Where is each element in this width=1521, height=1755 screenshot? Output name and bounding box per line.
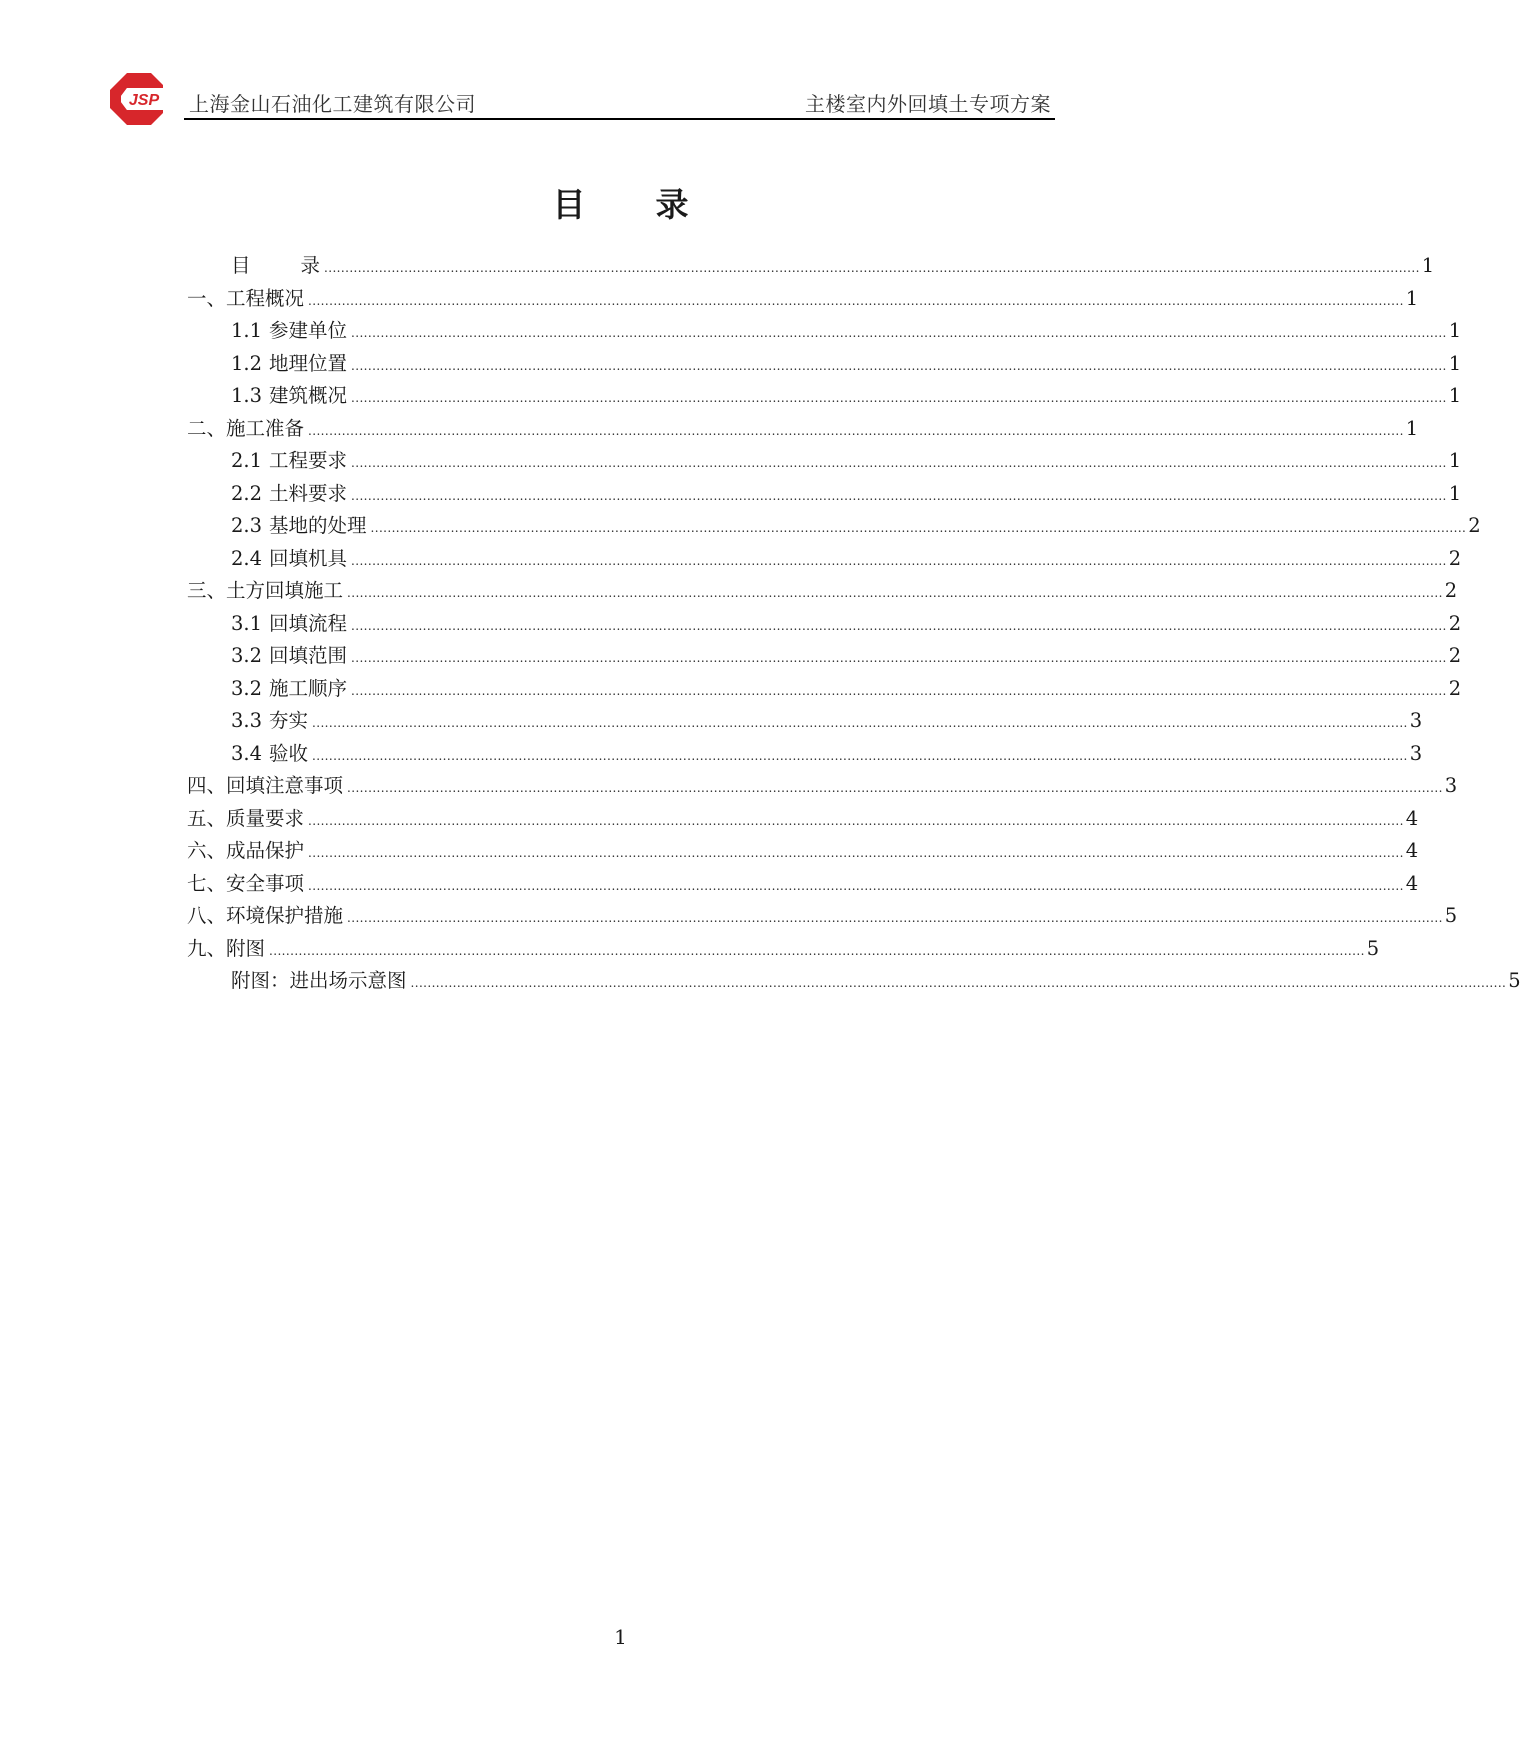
toc-entry-page: 3 <box>1444 774 1458 797</box>
toc-leader-dots: .................................................................................................................................................................................................................................................................... <box>347 586 1443 600</box>
toc-entry[interactable] <box>187 315 1462 348</box>
toc-entry-label: 工程要求 <box>269 449 348 472</box>
toc-entry-number: 2.2 <box>231 481 263 505</box>
toc-entry[interactable] <box>187 738 1423 771</box>
toc-leader-dots: .................................................................................................................................................................................................................................................................... <box>370 521 1467 535</box>
toc-entry-label: 环境保护措施 <box>226 904 344 927</box>
toc-entry-page: 1 <box>1448 481 1462 505</box>
toc-entry-page: 1 <box>1448 319 1462 342</box>
toc-entry-number: 八、 <box>187 904 227 927</box>
toc-entry-number: 二、 <box>187 416 227 440</box>
toc-entry-page: 1 <box>1405 416 1419 440</box>
toc-entry-label: 回填范围 <box>269 644 348 667</box>
toc-entry-page: 2 <box>1448 546 1462 570</box>
toc-leader-dots: .................................................................................................................................................................................................................................................................... <box>351 391 1447 405</box>
toc-entry[interactable] <box>187 965 1521 998</box>
toc-entry-page: 4 <box>1405 806 1419 830</box>
toc-entry-label: 夯实 <box>269 709 309 732</box>
toc-leader-dots: .................................................................................................................................................................................................................................................................... <box>351 488 1447 503</box>
toc-entry-number: 四、 <box>187 774 227 797</box>
svg-text:JSP: JSP <box>128 92 160 109</box>
header-rule <box>184 118 1055 120</box>
toc-entry-label: 地理位置 <box>269 351 348 375</box>
header-company-name: 上海金山石油化工建筑有限公司 <box>189 92 476 116</box>
toc-entry-page: 3 <box>1409 709 1423 732</box>
toc-entry-label: 安全事项 <box>226 871 305 895</box>
toc-entry[interactable] <box>187 673 1462 706</box>
toc-leader-dots: .................................................................................................................................................................................................................................................................... <box>308 293 1404 308</box>
toc-entry-number: 六、 <box>187 839 227 862</box>
toc-entry[interactable] <box>187 835 1419 868</box>
toc-entry-page: 4 <box>1405 839 1419 862</box>
toc-entry-label: 建筑概况 <box>269 384 348 407</box>
toc-entry-number: 1.3 <box>231 384 263 407</box>
toc-entry-number: 1.1 <box>231 319 263 342</box>
toc-entry-number: 2.4 <box>231 546 263 570</box>
toc-entry-number: 1.2 <box>231 351 263 375</box>
toc-entry-number: 七、 <box>187 871 227 895</box>
toc-entry-label: 土方回填施工 <box>226 579 344 602</box>
toc-entry-number: 九、 <box>187 936 227 960</box>
toc-leader-dots: .................................................................................................................................................................................................................................................................... <box>351 683 1447 698</box>
toc-leader-dots: .................................................................................................................................................................................................................................................................... <box>351 326 1447 340</box>
toc-entry[interactable] <box>187 705 1423 738</box>
toc-entry-label: 质量要求 <box>226 806 305 830</box>
toc-entry-page: 5 <box>1508 969 1521 992</box>
toc-entry-label: 基地的处理 <box>269 514 367 537</box>
toc-leader-dots: .................................................................................................................................................................................................................................................................... <box>351 651 1447 665</box>
toc-entry[interactable] <box>187 413 1419 446</box>
toc-entry[interactable] <box>187 868 1419 901</box>
toc-entry-page: 5 <box>1444 904 1458 927</box>
toc-entry-page: 1 <box>1405 286 1419 310</box>
toc-entry-label: 目录 <box>231 254 321 277</box>
toc-entry-page: 4 <box>1405 871 1419 895</box>
toc-entry[interactable] <box>187 575 1458 608</box>
toc-entry-number: 3.4 <box>231 741 263 765</box>
toc-entry-label: 施工准备 <box>226 416 305 440</box>
toc-entry-page: 2 <box>1444 579 1458 602</box>
toc-entry-number: 3.2 <box>231 644 263 667</box>
table-of-contents <box>187 250 1521 998</box>
toc-entry[interactable] <box>187 640 1462 673</box>
toc-entry[interactable] <box>187 445 1462 478</box>
toc-entry-page: 2 <box>1448 676 1462 700</box>
toc-entry-number: 3.1 <box>231 611 263 635</box>
toc-entry-label: 回填流程 <box>269 611 348 635</box>
toc-title: 目录 <box>552 185 759 224</box>
toc-entry[interactable] <box>187 900 1458 933</box>
header-document-title: 主楼室内外回填土专项方案 <box>805 92 1051 116</box>
toc-leader-dots: .................................................................................................................................................................................................................................................................... <box>269 943 1365 958</box>
page-number: 1 <box>614 1625 627 1649</box>
toc-leader-dots: .................................................................................................................................................................................................................................................................... <box>324 261 1420 275</box>
toc-leader-dots: .................................................................................................................................................................................................................................................................... <box>347 781 1443 795</box>
toc-entry[interactable] <box>187 380 1462 413</box>
toc-entry[interactable] <box>187 478 1462 511</box>
toc-entry-label: 工程概况 <box>226 286 305 310</box>
toc-entry[interactable] <box>187 348 1462 381</box>
toc-leader-dots: .................................................................................................................................................................................................................................................................... <box>351 358 1447 373</box>
toc-entry-page: 2 <box>1448 644 1462 667</box>
company-logo-icon <box>105 72 171 126</box>
toc-entry[interactable] <box>187 608 1462 641</box>
toc-entry[interactable] <box>187 510 1481 543</box>
toc-entry-page: 1 <box>1421 254 1435 277</box>
toc-entry-label: 土料要求 <box>269 481 348 505</box>
toc-leader-dots: .................................................................................................................................................................................................................................................................... <box>312 748 1408 763</box>
toc-entry-number: 3.3 <box>231 709 263 732</box>
toc-entry-label: 参建单位 <box>269 319 348 342</box>
toc-entry-number: 2.1 <box>231 449 263 472</box>
toc-entry-label: 验收 <box>269 741 309 765</box>
toc-entry-page: 2 <box>1468 514 1481 537</box>
toc-entry[interactable] <box>187 803 1419 836</box>
toc-leader-dots: .................................................................................................................................................................................................................................................................... <box>347 911 1443 925</box>
toc-entry-number: 2.3 <box>231 514 263 537</box>
toc-entry-label: 附图：进出场示意图 <box>231 969 407 992</box>
toc-leader-dots: .................................................................................................................................................................................................................................................................... <box>308 878 1404 893</box>
toc-leader-dots: .................................................................................................................................................................................................................................................................... <box>351 456 1447 470</box>
toc-leader-dots: .................................................................................................................................................................................................................................................................... <box>351 553 1447 568</box>
toc-entry-page: 1 <box>1448 351 1462 375</box>
page-header <box>105 66 1055 124</box>
toc-entry-label: 回填注意事项 <box>226 774 344 797</box>
toc-leader-dots: .................................................................................................................................................................................................................................................................... <box>308 846 1404 860</box>
toc-entry[interactable] <box>187 770 1458 803</box>
toc-entry-page: 1 <box>1448 449 1462 472</box>
toc-entry-number: 一、 <box>187 286 227 310</box>
toc-leader-dots: .................................................................................................................................................................................................................................................................... <box>410 976 1507 990</box>
toc-entry-number: 3.2 <box>231 676 263 700</box>
toc-entry-number: 三、 <box>187 579 227 602</box>
toc-leader-dots: .................................................................................................................................................................................................................................................................... <box>308 813 1404 828</box>
toc-entry[interactable] <box>187 933 1380 966</box>
toc-leader-dots: .................................................................................................................................................................................................................................................................... <box>312 716 1408 730</box>
toc-leader-dots: .................................................................................................................................................................................................................................................................... <box>351 618 1447 633</box>
toc-entry-label: 附图 <box>226 936 266 960</box>
toc-entry-label: 成品保护 <box>226 839 305 862</box>
toc-leader-dots: .................................................................................................................................................................................................................................................................... <box>308 423 1404 438</box>
toc-entry-page: 1 <box>1448 384 1462 407</box>
toc-entry[interactable] <box>187 250 1435 283</box>
toc-entry-number: 五、 <box>187 806 227 830</box>
toc-entry-page: 5 <box>1366 936 1380 960</box>
toc-entry-page: 3 <box>1409 741 1423 765</box>
toc-entry[interactable] <box>187 543 1462 576</box>
toc-entry-label: 回填机具 <box>269 546 348 570</box>
toc-entry-label: 施工顺序 <box>269 676 348 700</box>
toc-entry-page: 2 <box>1448 611 1462 635</box>
toc-entry[interactable] <box>187 283 1419 316</box>
